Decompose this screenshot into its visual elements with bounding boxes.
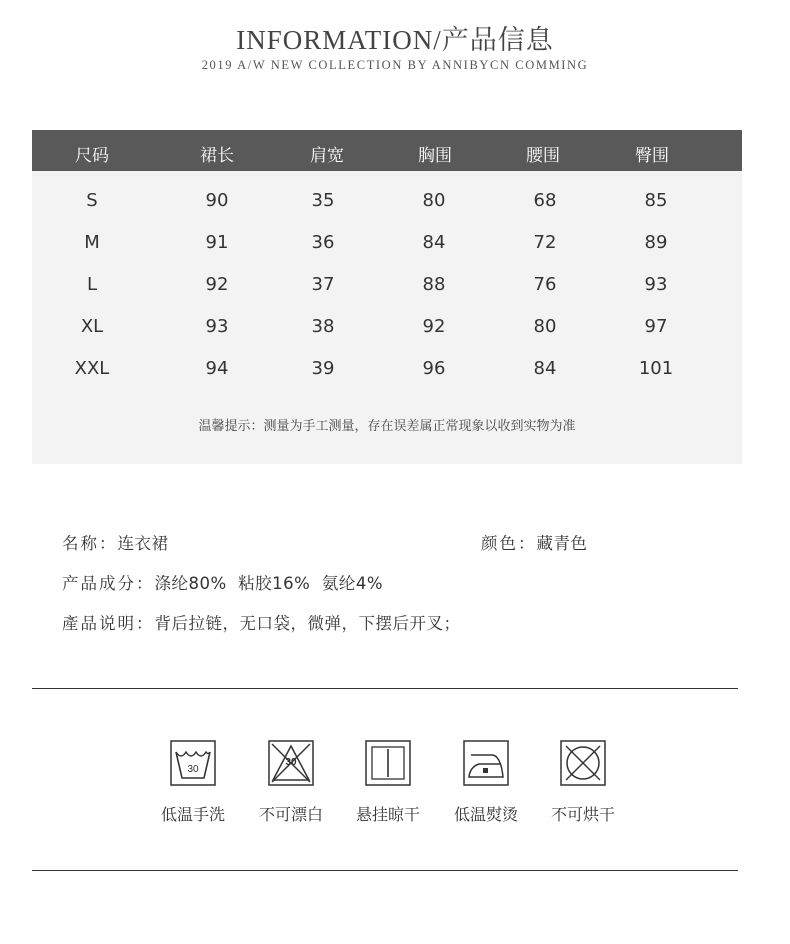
cell-size: S: [86, 190, 98, 211]
cell-size: M: [84, 232, 100, 253]
column-header-size: 尺码: [75, 146, 109, 166]
table-header: [32, 130, 742, 171]
cell-size: XXL: [74, 358, 110, 379]
color-value: 藏青色: [536, 534, 588, 553]
hand-wash-icon: [170, 740, 216, 786]
cell-shoulder: 36: [311, 232, 335, 253]
care-label: 低温手洗: [160, 805, 225, 824]
product-description-line: [62, 610, 461, 634]
cell-hip: 101: [638, 358, 674, 379]
cell-waist: 72: [533, 232, 557, 253]
name-value: 连衣裙: [117, 534, 169, 553]
care-item-low-iron: [441, 740, 531, 825]
care-item-hand-wash: [148, 740, 238, 825]
product-composition-line: [62, 570, 383, 594]
description-value: 背后拉链，无口袋，微弹，下摆后开叉；: [154, 614, 461, 633]
product-color-line: [481, 530, 588, 554]
no-tumble-dry-icon: [560, 740, 606, 786]
table-row: [32, 308, 742, 344]
cell-bust: 84: [422, 232, 446, 253]
cell-waist: 84: [533, 358, 557, 379]
composition-value: 涤纶80% 粘胶16% 氨纶4%: [154, 574, 384, 593]
name-label: 名称：: [62, 534, 118, 553]
cell-hip: 89: [644, 232, 668, 253]
cell-length: 90: [205, 190, 229, 211]
column-header-bust: 胸围: [418, 146, 452, 166]
product-name-line: [62, 530, 169, 554]
page-subtitle: 2019 A/W NEW COLLECTION BY ANNIBYCN COMMING: [201, 58, 589, 72]
cell-hip: 97: [644, 316, 668, 337]
size-table: [32, 130, 742, 464]
cell-length: 92: [205, 274, 229, 295]
cell-shoulder: 35: [311, 190, 335, 211]
column-header-length: 裙长: [200, 146, 234, 166]
care-label: 不可漂白: [258, 805, 323, 824]
color-label: 颜色：: [481, 534, 537, 553]
table-row: [32, 224, 742, 260]
cell-waist: 80: [533, 316, 557, 337]
cell-bust: 88: [422, 274, 446, 295]
table-row: [32, 182, 742, 218]
cell-hip: 85: [644, 190, 668, 211]
cell-length: 93: [205, 316, 229, 337]
care-label: 悬挂晾干: [355, 805, 420, 824]
cell-shoulder: 38: [311, 316, 335, 337]
no-bleach-icon: [268, 740, 314, 786]
cell-length: 94: [205, 358, 229, 379]
care-item-no-bleach: [246, 740, 336, 825]
column-header-hip: 臀围: [635, 146, 669, 166]
care-label: 不可烘干: [550, 805, 615, 824]
cell-waist: 76: [533, 274, 557, 295]
column-header-shoulder: 肩宽: [310, 146, 344, 166]
care-item-line-dry: [343, 740, 433, 825]
description-label: 產品说明：: [62, 614, 155, 633]
page-title: INFORMATION/产品信息: [236, 25, 554, 55]
care-item-no-tumble-dry: [538, 740, 628, 825]
cell-length: 91: [205, 232, 229, 253]
cell-hip: 93: [644, 274, 668, 295]
cell-shoulder: 37: [311, 274, 335, 295]
divider-top: [32, 688, 738, 689]
cell-bust: 96: [422, 358, 446, 379]
cell-waist: 68: [533, 190, 557, 211]
table-row: [32, 266, 742, 302]
measurement-tip: 温馨提示：测量为手工测量，存在误差属正常现象以收到实物为准: [198, 419, 576, 434]
cell-shoulder: 39: [311, 358, 335, 379]
cell-bust: 80: [422, 190, 446, 211]
svg-text:30: 30: [187, 764, 199, 775]
composition-label: 产品成分：: [62, 574, 155, 593]
cell-size: L: [86, 274, 98, 295]
cell-size: XL: [80, 316, 104, 337]
line-dry-icon: [365, 740, 411, 786]
table-row: [32, 350, 742, 386]
care-label: 低温熨烫: [453, 805, 518, 824]
cell-bust: 92: [422, 316, 446, 337]
divider-bottom: [32, 870, 738, 871]
column-header-waist: 腰围: [526, 146, 560, 166]
low-iron-icon: [463, 740, 509, 786]
svg-text:30: 30: [285, 757, 297, 768]
